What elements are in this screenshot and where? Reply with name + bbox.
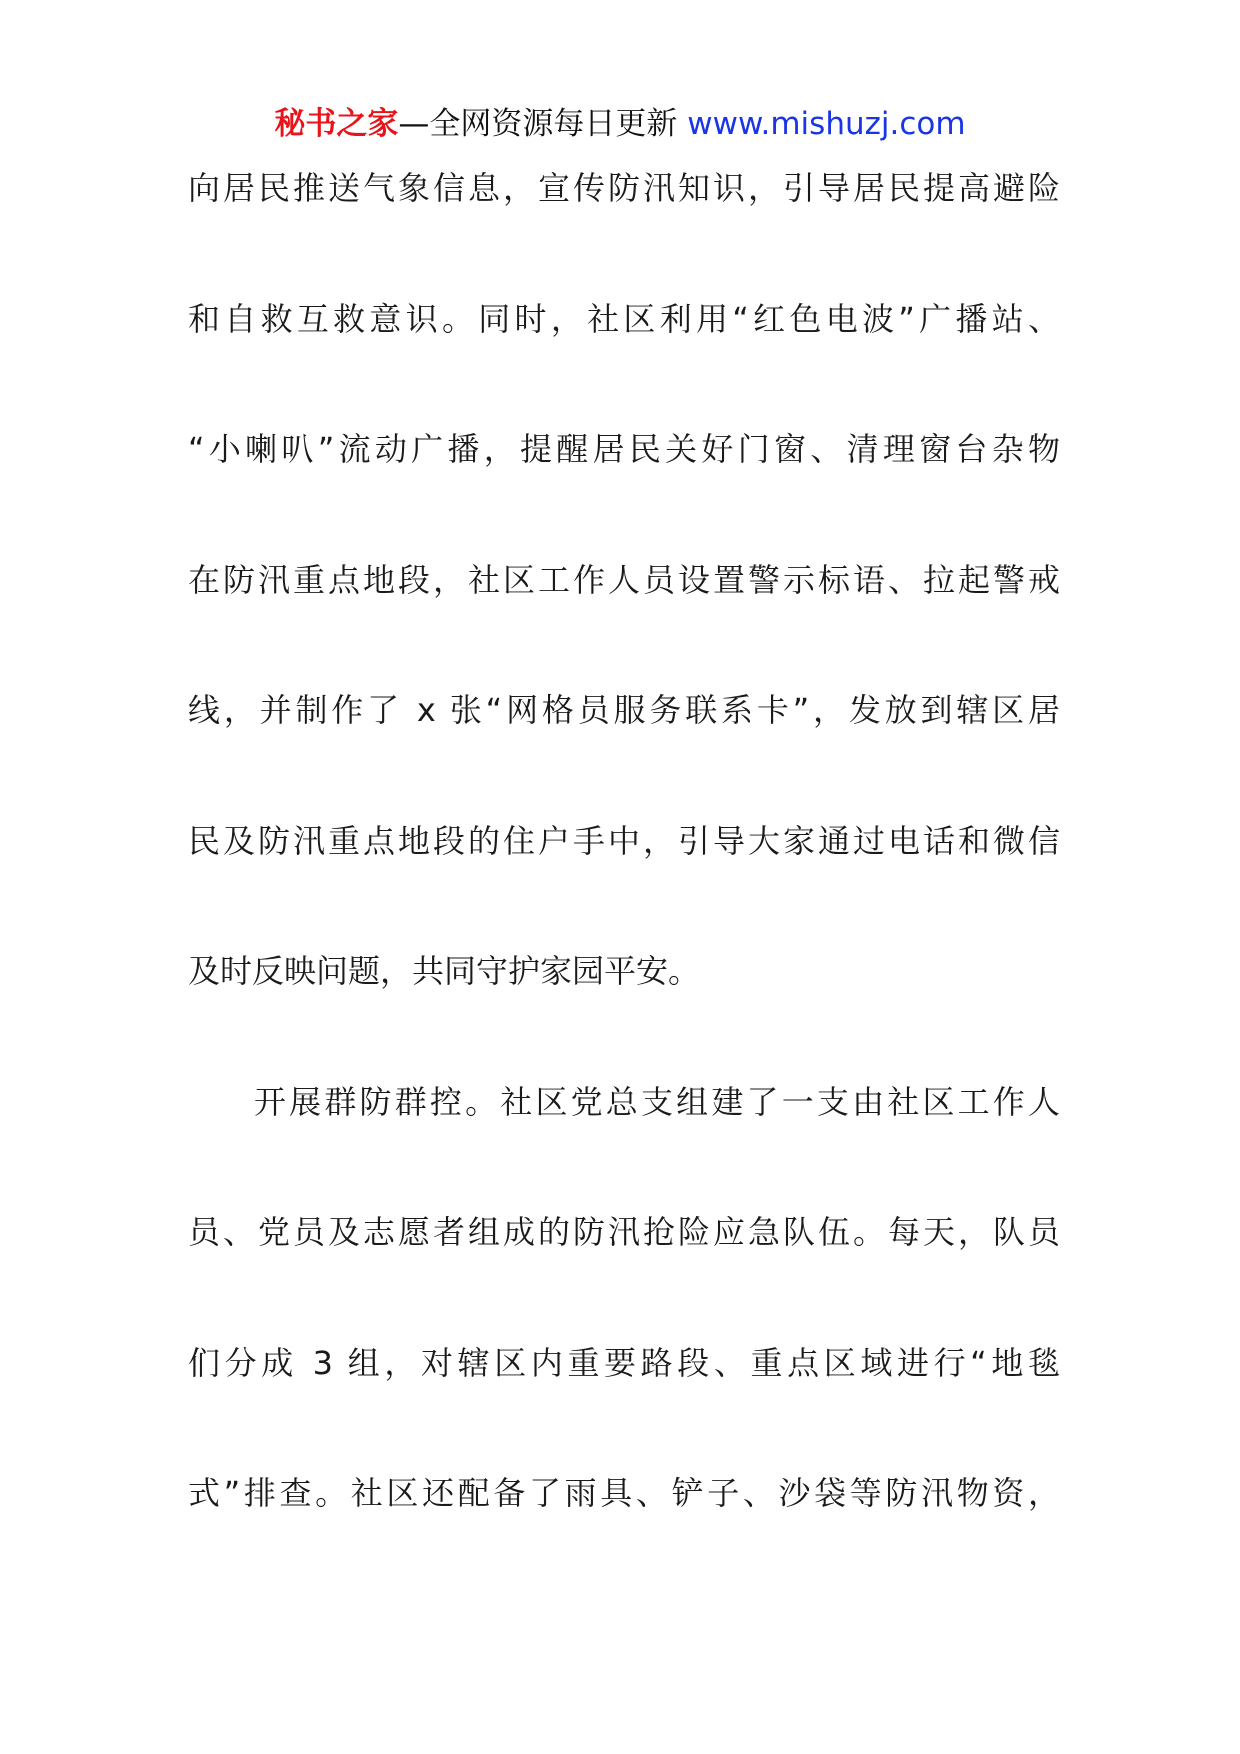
paragraph-start-line: 开展群防群控。社区党总支组建了一支由社区工作人 (254, 1082, 1060, 1121)
paragraph-line: 线，并制作了 x 张“网格员服务联系卡”，发放到辖区居 (188, 691, 1060, 729)
header-tagline: —全网资源每日更新 (398, 106, 688, 142)
document-body (188, 166, 1060, 1602)
paragraph-line: 向居民推送气象信息，宣传防汛知识，引导居民提高避险 (188, 169, 1060, 207)
paragraph-line: 式”排查。社区还配备了雨具、铲子、沙袋等防汛物资， (188, 1474, 1060, 1512)
paragraph-line: 在防汛重点地段，社区工作人员设置警示标语、拉起警戒 (188, 560, 1060, 599)
paragraph-line: 民及防汛重点地段的住户手中，引导大家通过电话和微信 (188, 821, 1060, 860)
paragraph-line-last: 及时反映问题，共同守护家园平安。 (188, 952, 701, 990)
site-header (0, 104, 1240, 144)
paragraph-line: “小喇叭”流动广播，提醒居民关好门窗、清理窗台杂物 (188, 430, 1060, 468)
paragraph-line: 员、党员及志愿者组成的防汛抢险应急队伍。每天，队员 (188, 1213, 1060, 1251)
site-url-link[interactable]: www.mishuzj.com (687, 106, 966, 142)
brand-name: 秘书之家 (274, 106, 399, 142)
paragraph-line: 们分成 3 组，对辖区内重要路段、重点区域进行“地毯 (188, 1343, 1060, 1382)
paragraph-line: 和自救互救意识。同时，社区利用“红色电波”广播站、 (188, 299, 1060, 338)
